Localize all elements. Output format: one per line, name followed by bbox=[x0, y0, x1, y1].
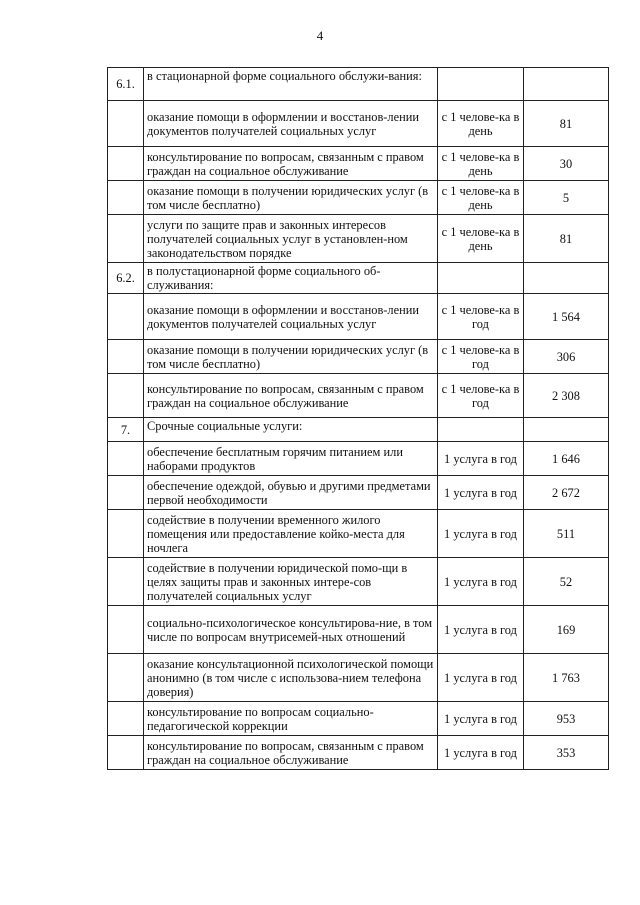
cell-quantity: 52 bbox=[524, 558, 609, 606]
cell-unit: 1 услуга в год bbox=[438, 702, 524, 736]
table-row bbox=[108, 558, 609, 606]
cell-number bbox=[108, 374, 144, 418]
cell-number bbox=[108, 558, 144, 606]
table-row bbox=[108, 147, 609, 181]
cell-description: содействие в получении временного жилого помещения или предоставление койко-места для ночлега bbox=[144, 510, 438, 558]
cell-unit: с 1 челове-ка в год bbox=[438, 340, 524, 374]
cell-quantity: 2 672 bbox=[524, 476, 609, 510]
table-row bbox=[108, 181, 609, 215]
cell-number bbox=[108, 101, 144, 147]
table-row bbox=[108, 510, 609, 558]
cell-description: обеспечение бесплатным горячим питанием или наборами продуктов bbox=[144, 442, 438, 476]
table-row bbox=[108, 101, 609, 147]
cell-unit: с 1 челове-ка в год bbox=[438, 374, 524, 418]
table-row bbox=[108, 606, 609, 654]
cell-description: оказание помощи в оформлении и восстанов-лении документов получателей социальных услуг bbox=[144, 294, 438, 340]
cell-description: консультирование по вопросам, связанным с правом граждан на социальное обслуживание bbox=[144, 374, 438, 418]
cell-unit bbox=[438, 263, 524, 294]
cell-unit: 1 услуга в год bbox=[438, 558, 524, 606]
cell-quantity: 1 564 bbox=[524, 294, 609, 340]
cell-quantity: 30 bbox=[524, 147, 609, 181]
table-row bbox=[108, 702, 609, 736]
cell-quantity: 511 bbox=[524, 510, 609, 558]
table-row bbox=[108, 374, 609, 418]
cell-unit bbox=[438, 68, 524, 101]
table-row bbox=[108, 340, 609, 374]
cell-unit: 1 услуга в год bbox=[438, 654, 524, 702]
section-row bbox=[108, 263, 609, 294]
cell-quantity bbox=[524, 68, 609, 101]
cell-unit bbox=[438, 418, 524, 442]
table-row bbox=[108, 736, 609, 770]
cell-description: консультирование по вопросам, связанным с правом граждан на социальное обслуживание bbox=[144, 147, 438, 181]
services-table-body bbox=[108, 68, 609, 770]
cell-number bbox=[108, 736, 144, 770]
cell-unit: 1 услуга в год bbox=[438, 510, 524, 558]
cell-number: 6.1. bbox=[108, 68, 144, 101]
cell-quantity: 1 763 bbox=[524, 654, 609, 702]
cell-description: консультирование по вопросам социально-педагогической коррекции bbox=[144, 702, 438, 736]
cell-number: 7. bbox=[108, 418, 144, 442]
cell-description: в полустационарной форме социального об-служивания: bbox=[144, 263, 438, 294]
table-row bbox=[108, 442, 609, 476]
cell-unit: 1 услуга в год bbox=[438, 442, 524, 476]
cell-description: консультирование по вопросам, связанным с правом граждан на социальное обслуживание bbox=[144, 736, 438, 770]
table-row bbox=[108, 215, 609, 263]
cell-quantity: 81 bbox=[524, 215, 609, 263]
cell-description: услуги по защите прав и законных интересов получателей социальных услуг в установлен-ном законодательством порядке bbox=[144, 215, 438, 263]
cell-quantity: 5 bbox=[524, 181, 609, 215]
cell-number bbox=[108, 340, 144, 374]
cell-quantity: 953 bbox=[524, 702, 609, 736]
cell-description: в стационарной форме социального обслужи-вания: bbox=[144, 68, 438, 101]
section-row bbox=[108, 68, 609, 101]
cell-quantity: 306 bbox=[524, 340, 609, 374]
cell-number bbox=[108, 606, 144, 654]
cell-description: оказание помощи в получении юридических услуг (в том числе бесплатно) bbox=[144, 340, 438, 374]
cell-quantity bbox=[524, 418, 609, 442]
cell-number bbox=[108, 215, 144, 263]
cell-number bbox=[108, 654, 144, 702]
cell-unit: с 1 челове-ка в день bbox=[438, 147, 524, 181]
cell-description: обеспечение одеждой, обувью и другими предметами первой необходимости bbox=[144, 476, 438, 510]
cell-unit: с 1 челове-ка в день bbox=[438, 101, 524, 147]
cell-number bbox=[108, 147, 144, 181]
cell-number bbox=[108, 702, 144, 736]
services-table bbox=[107, 67, 609, 770]
cell-description: оказание помощи в получении юридических услуг (в том числе бесплатно) bbox=[144, 181, 438, 215]
cell-unit: 1 услуга в год bbox=[438, 736, 524, 770]
cell-quantity: 1 646 bbox=[524, 442, 609, 476]
cell-description: Срочные социальные услуги: bbox=[144, 418, 438, 442]
cell-quantity: 169 bbox=[524, 606, 609, 654]
cell-unit: с 1 челове-ка в год bbox=[438, 294, 524, 340]
cell-unit: с 1 челове-ка в день bbox=[438, 181, 524, 215]
cell-description: социально-психологическое консультирова-ние, в том числе по вопросам внутрисемей-ных отношений bbox=[144, 606, 438, 654]
cell-number bbox=[108, 510, 144, 558]
section-row bbox=[108, 418, 609, 442]
cell-quantity: 353 bbox=[524, 736, 609, 770]
cell-quantity: 81 bbox=[524, 101, 609, 147]
cell-description: оказание консультационной психологической помощи анонимно (в том числе с использова-нием телефона доверия) bbox=[144, 654, 438, 702]
cell-quantity: 2 308 bbox=[524, 374, 609, 418]
cell-number bbox=[108, 181, 144, 215]
cell-number bbox=[108, 294, 144, 340]
cell-description: содействие в получении юридической помо-щи в целях защиты прав и законных интере-сов получателей социальных услуг bbox=[144, 558, 438, 606]
table-row bbox=[108, 294, 609, 340]
cell-number bbox=[108, 442, 144, 476]
cell-unit: 1 услуга в год bbox=[438, 606, 524, 654]
page-number: 4 bbox=[316, 28, 324, 43]
cell-unit: с 1 челове-ка в день bbox=[438, 215, 524, 263]
cell-number bbox=[108, 476, 144, 510]
table-row bbox=[108, 476, 609, 510]
table-row bbox=[108, 654, 609, 702]
cell-quantity bbox=[524, 263, 609, 294]
cell-number: 6.2. bbox=[108, 263, 144, 294]
cell-unit: 1 услуга в год bbox=[438, 476, 524, 510]
cell-description: оказание помощи в оформлении и восстанов-лении документов получателей социальных услуг bbox=[144, 101, 438, 147]
